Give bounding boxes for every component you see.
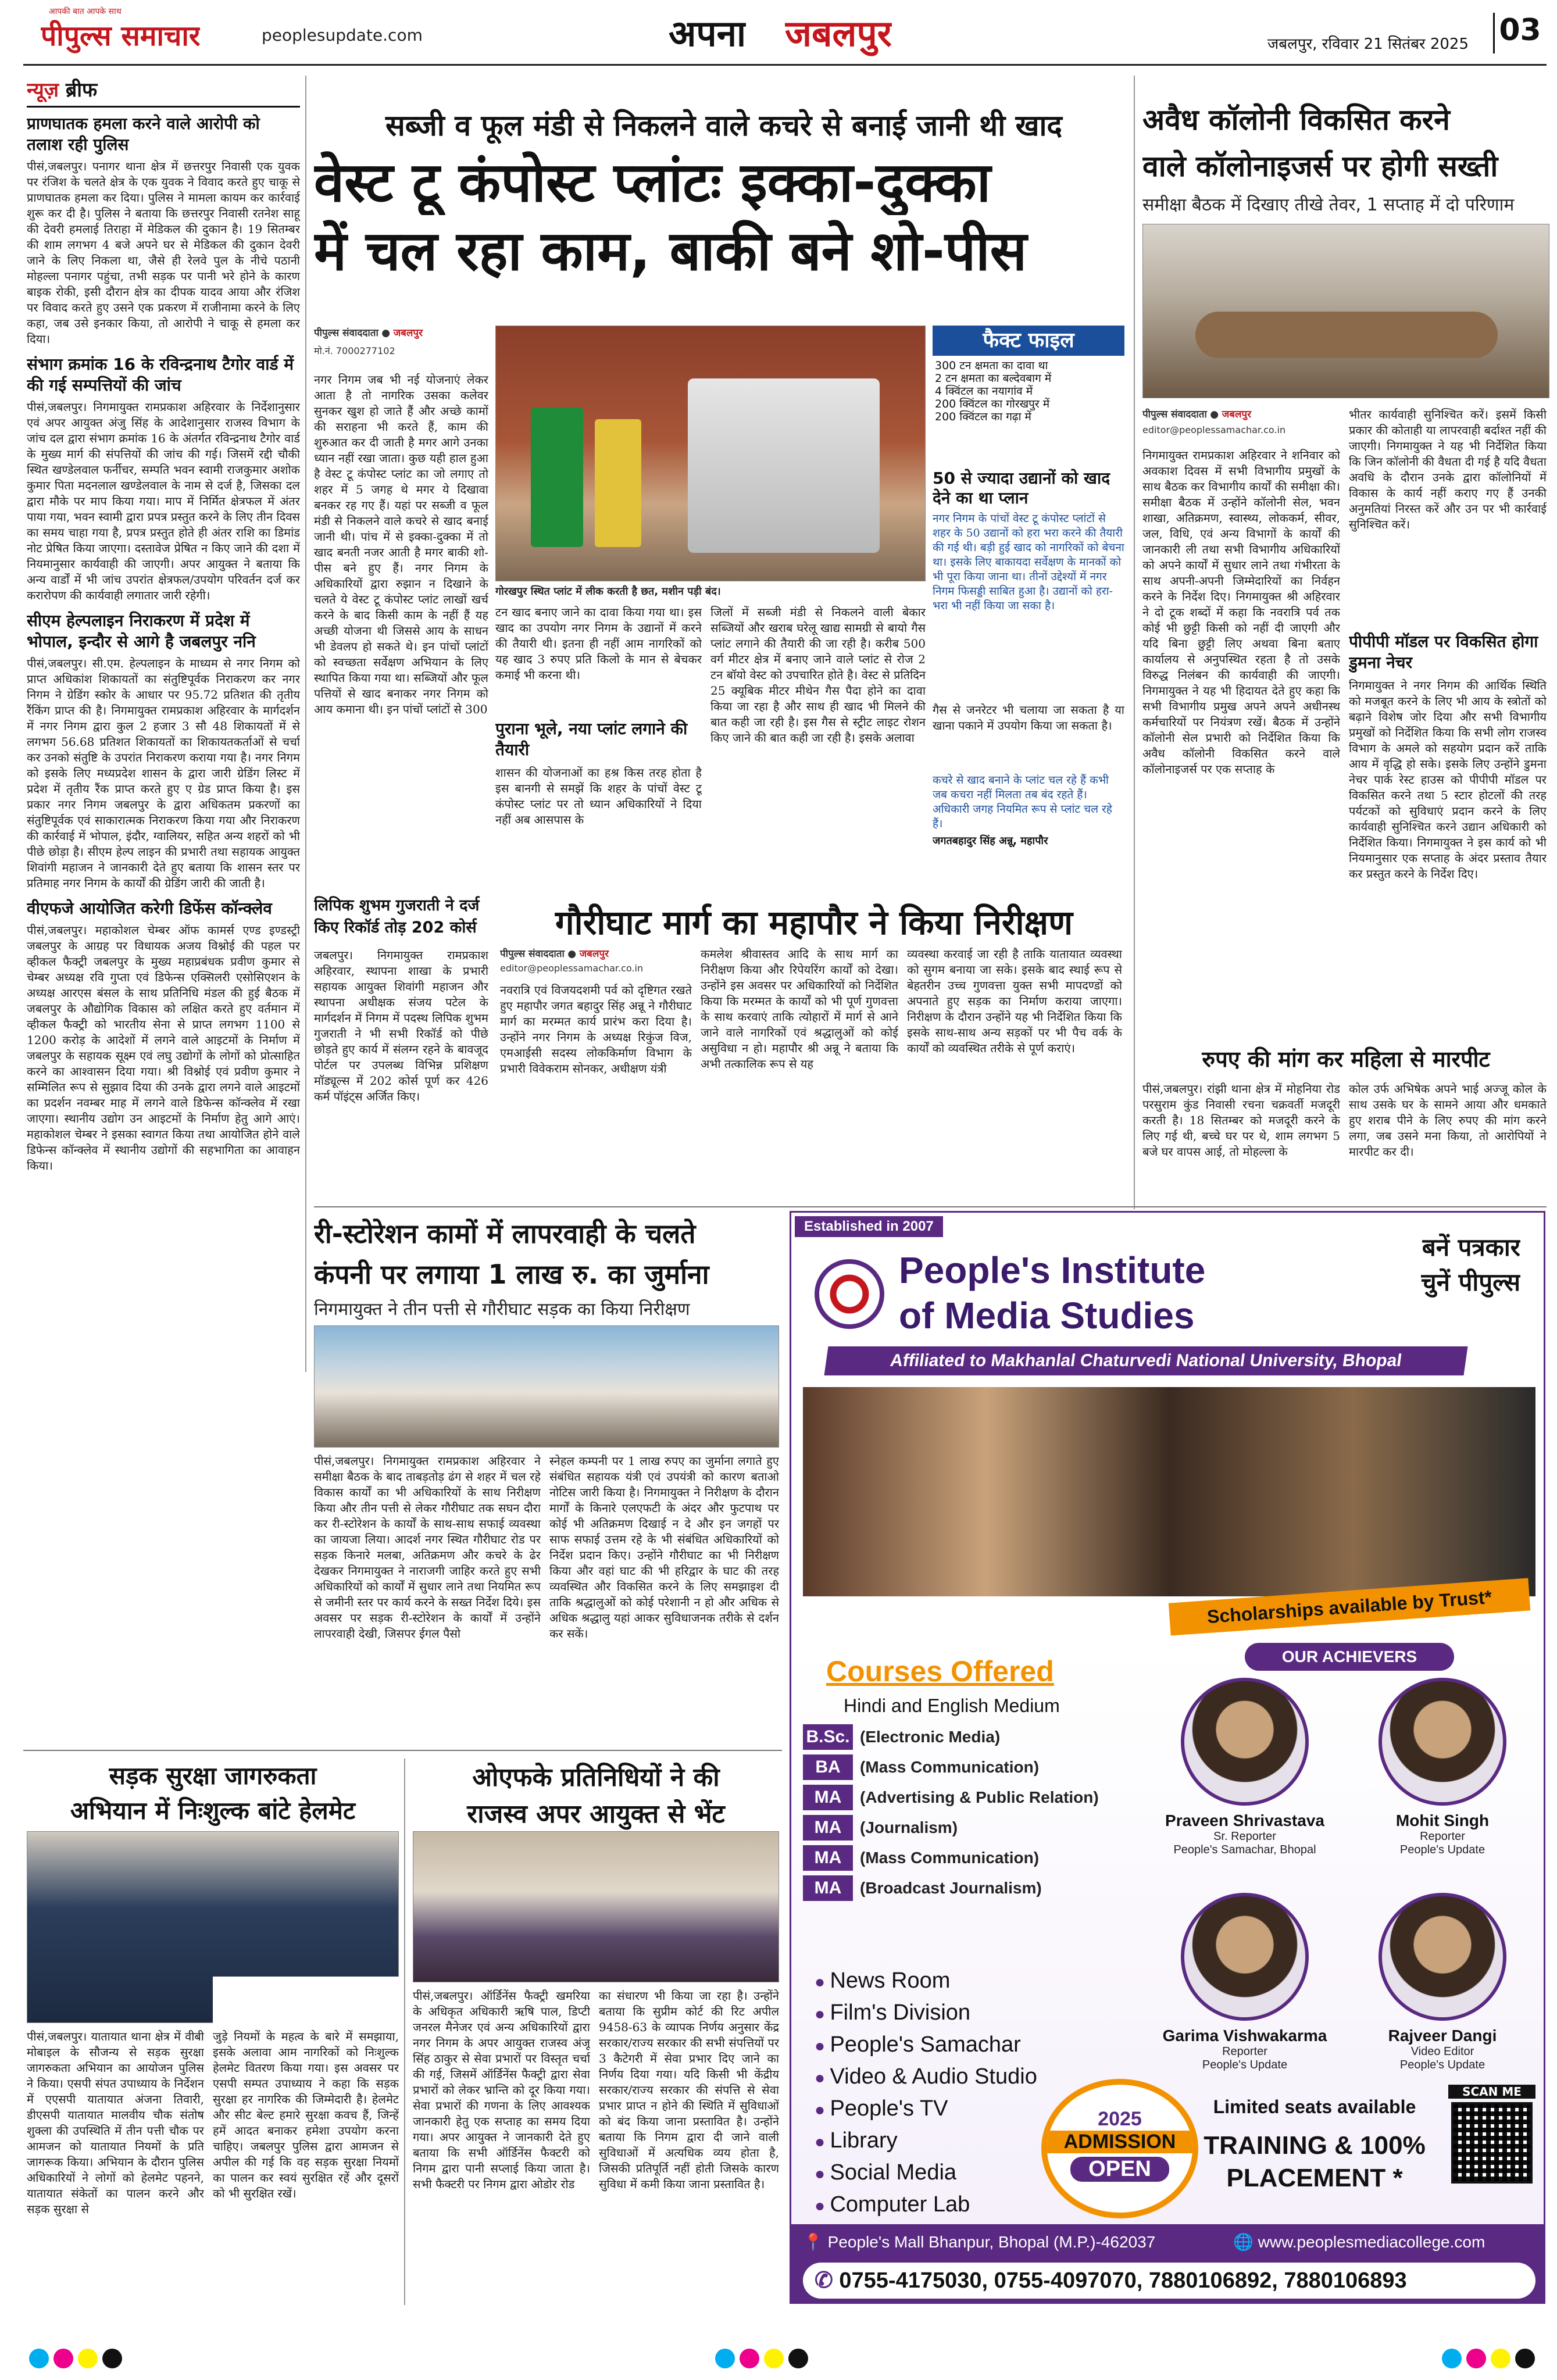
- lead-subhead: पुराना भूले, नया प्लांट लगाने की तैयारी: [495, 719, 688, 759]
- course-name: (Advertising & Public Relation): [860, 1788, 1099, 1806]
- compost-machine: [688, 378, 880, 553]
- website[interactable]: peoplesupdate.com: [262, 26, 423, 45]
- brief-item-text: पीसं,जबलपुर। निगमायुक्त रामप्रकाश अहिरवार के निर्देशानुसार एवं अपर आयुक्त अंजु सिंह के आदेशानुसार राजस्व विभाग के जांच दल द्वारा संभाग क्रमांक 16 के अंतर्गत रविन्द्रनाथ टैगोर वार्ड के मुख्य मार्ग की संपत्तियों की जांच की गई। जिसमें रद्दी चौकी स्थित खण्डेलवाल फर्नीचर, सम्पति भवन स्वामी राजकुमार अशोक कुमार पिता मदनलाल खण्डेलवाल के नाम से दर्ज है, जिसका दल द्वारा मौके पर माप किया गया। माप में निर्मित क्षेत्रफल में अंतर पाया गया, भवन स्वामी द्वारा प्रपत्र प्रस्तुत करने के लिए तीन दिवस का समय चाहा गया है, प्रपत्र प्रस्तुत होते ही अंतर राशि का डिमांड नोट प्रेषित किया जाएगा। दस्तावेज प्रेषित न किए जाने की दशा में नियमानुसार कार्यवाही की जाएगी। अपर आयुक्त ने बताया कि अन्य वार्डों में भी जांच उपरांत क्षेत्रफल/उपयोग परिवर्तन दर्ज कर करारोपण की कार्यवाही लगातार जारी रहेगी।: [27, 400, 300, 602]
- lead-col4: व्यवस्था करवाई जा रही है ताकि यातायात व्यवस्था को सुगम बनाया जा सके। इसके बाद स्थाई रूप से बेहतरीन उच्च गुणवत्ता युक्त सभी मापदण्डों को अपनाते हुए सड़क का निर्माण कराया जाएगा। निरीक्षण के दौरान उन्होंने यह भी निर्देशित किया कि इसके साथ-साथ अन्य सड़कों पर भी पैच वर्क के कार्यों को व्यवस्थित तरीके से पूर्ण कराएं।: [907, 947, 1122, 1055]
- literacy-headline-1: लिपिक शुभम गुजराती ने दर्ज: [314, 896, 480, 914]
- course-name: (Electronic Media): [860, 1728, 1001, 1746]
- mayor-col1: नवरात्रि एवं विजयदशमी पर्व को दृष्टिगत रखते हुए महापौर जगत बहादुर सिंह अन्नू ने गौरीघाट मार्ग का मरम्मत कार्य प्रारंभ करा दिया है। उन्होंने नगर निगम के अध्यक्ष रिकुंज विज, एमआईसी सदस्य लोककिर्माण विभाग के प्रभारी विवेकराम सोनकर, अधीक्षण यंत्री: [500, 983, 692, 1075]
- ofk-headline-1: ओएफके प्रतिनिधियों ने की: [472, 1763, 720, 1792]
- achiever-photo: [1181, 1893, 1309, 2021]
- ad-achievers-label: OUR ACHIEVERS: [1245, 1643, 1454, 1671]
- side-text-2: गैस से जनरेटर भी चलाया जा सकता है या खाना पकाने में उपयोग किया जा सकता है।: [933, 703, 1124, 732]
- brief-items: [27, 113, 300, 1174]
- colony-headline-1: अवैध कॉलोनी विकसित करने: [1142, 103, 1450, 137]
- media-institute-ad[interactable]: [790, 1211, 1545, 2304]
- lead-col1: नगर निगम जब भी नई योजनाएं लेकर आता है तो नागरिक उसका कलेवर सुनकर खुश हो जाते हैं और अच्छे कामों की सराहना भी करते हैं, काम की शुरुआत कर दी जाती है मगर आगे उनका ध्यान नहीं रखा जाता। कुछ यही हाल हुआ है वेस्ट टू कंपोस्ट प्लांट का जो लगाए तो शहर में 5 जगह थे मगर ये दिखावा बनकर रह गए हैं। यहां पर सब्जी व फूल मंडी से निकलने वाले कचरे से खाद बनाई जानी थी। पांच में से इक्का-दुक्का में तो खाद बनती नजर आती है मगर बाकी शो-पीस बने हुए हैं। नगर निगम के अधिकारियों द्वारा रुझान न दिखाने के चलते ये वेस्ट टू कंपोस्ट प्लांट लाखों खर्च करने के बाद किसी काम के नहीं हैं यह अच्छी योजना थी जिससे आय के साधन भी डेवलप हो सकते थे। इन पांचों प्लांटों को स्वच्छता सर्वेक्षण अभियान के लिए स्थापित किया गया था। सब्जियों और फूल पत्तियों से खाद बनाकर नगर निगम को आय कमाना थी। इन पांचों प्लांटों से 300: [314, 373, 488, 716]
- compost-plant-photo: [495, 326, 926, 581]
- achiever-card: [1349, 1678, 1535, 1857]
- lead-col2: टन खाद बनाए जाने का दावा किया गया था। इस खाद का उपयोग नगर निगम के उद्यानों में करने की तैयारी थी। इतना ही नहीं आम नागरिकों को यह खाद 3 रुपए प्रति किलो के मान से बेचकर कमाई भी करना थी।: [495, 605, 702, 682]
- colony-col1: निगमायुक्त रामप्रकाश अहिरवार ने शनिवार को अवकाश दिवस में सभी विभागीय प्रमुखों के साथ बैठक कर विभागीय कार्यों की समीक्षा की। समीक्षा बैठक में उन्होंने कॉलोनी सेल, भवन शाखा, अतिक्रमण, स्वास्थ्य, लोककर्म, सीवर, जल, विधि, एवं अन्य विभागों के कार्यों की जानकारी ली तथा सभी विभागीय अधिकारियों को अपने कार्यों में सुधार लाने तथा गंभीरता के साथ अपनी-अपनी जिम्मेदारियों का निर्वहन करने के निर्देश दिए। निगमायुक्त श्री अहिरवार ने दो टूक शब्दों में कहा कि नवरात्रि पर्व तक कोई भी छुट्टी किसी को नहीं दी जाएगी और यदि बिना छुट्टी लिए अथवा बिना बताए कार्यालय से अनुपस्थित रहता है तो उसके विरुद्ध निलंबन की कार्यवाही की जाएगी। निगमायुक्त ने यह भी हिदायत देते हुए कहा कि सभी विभागीय प्रमुख अपने अपने अधीनस्थ कर्मचारियों पर नियंत्रण रखें। बैठक में उन्होंने कॉलोनी सेल प्रभारी को निर्देशित किया कि अवैध कॉलोनी विकसित करने वाले कॉलोनाइजर्स पर एक सप्ताह के: [1142, 448, 1340, 776]
- course-name: (Journalism): [860, 1818, 958, 1836]
- page-number: 03: [1493, 13, 1545, 53]
- course-tag: MA: [803, 1815, 853, 1841]
- meeting-table: [1195, 312, 1498, 358]
- brief-item-title: संभाग क्रमांक 16 के रविन्द्रनाथ टैगोर वार्ड में की गई सम्पत्तियों की जांच: [27, 355, 294, 395]
- restoration-headline-1: री-स्टोरेशन कामों में लापरवाही के चलते: [314, 1218, 696, 1249]
- ad-admission-year: 2025: [1098, 2108, 1142, 2130]
- facility-item: ● Library: [815, 2128, 1163, 2153]
- quote-text: कचरे से खाद बनाने के प्लांट चल रहे हैं कभी जब कचरा नहीं मिलता तब बंद रहते हैं। अधिकारी जगह नियमित रूप से प्लांट चल रहे हैं।: [933, 774, 1112, 830]
- ad-logo: [815, 1259, 884, 1329]
- news-brief-column: [27, 76, 300, 1831]
- lead-headline-2: में चल रहा काम, बाकी बने शो-पीस: [314, 220, 1027, 283]
- course-tag: BA: [803, 1754, 853, 1780]
- lead-byline-city: जबलपुर: [393, 327, 423, 339]
- colony-kicker: समीक्षा बैठक में दिखाए तीखे तेवर, 1 सप्ताह में दो परिणाम: [1142, 195, 1515, 215]
- lead-col3: जिलों में सब्जी मंडी से निकलने वाली बेकार सब्जियों और खराब घरेलू खाद्य सामग्री से बायो गैस प्लांट लगाने की तैयारी की जा रही है। करीब 500 वर्ग मीटर क्षेत्र में बनाए जाने वाले प्लांट से रोज 2 टन बॉयो वेस्ट को उपचारित होते है। वेस्ट से प्रतिदिन 25 क्यूबिक मीटर मीथेन गैस पैदा होने का दावा किया जा रहा है और साथ ही खाद भी मिलने की बात कही जा रही है। इस गैस से स्ट्रीट लाइट रोशन किए जाने की बात कही जा रही है। इसके अलावा: [710, 605, 926, 745]
- brief-label-b: ब्रीफ: [65, 78, 98, 102]
- ofk-headline-2: राजस्व अपर आयुक्त से भेंट: [467, 1799, 725, 1829]
- fact-item: 200 क्विंटल का गोरखपुर में: [935, 398, 1050, 410]
- lead-col2b: शासन की योजनाओं का हश्र किस तरह होता है इस बानगी से समझें कि शहर के पांचों वेस्ट टू कंपोस्ट प्लांट पर तो ध्यान अधिकारियों ने दिया नहीं अब आसपास के: [495, 766, 702, 827]
- achiever-role: Video Editor: [1410, 2045, 1474, 2058]
- print-dots-center: [715, 2349, 813, 2371]
- achiever-org: People's Update: [1202, 2059, 1288, 2071]
- mayor-byline-name: पीपुल्स संवाददाता: [500, 948, 565, 960]
- colony-byline-name: पीपुल्स संवाददाता: [1142, 409, 1207, 420]
- inspection-photo: [314, 1325, 779, 1448]
- ad-limited: Limited seats available: [1213, 2096, 1416, 2117]
- ad-tagline-1: बनें पत्रकार: [1422, 1233, 1520, 1262]
- lead-byline-name: पीपुल्स संवाददाता: [314, 327, 378, 339]
- achiever-name: Praveen Shrivastava: [1165, 1811, 1324, 1829]
- ad-established: Established in 2007: [795, 1216, 943, 1237]
- logo-small: आपकी बात आपके साथ: [49, 7, 122, 16]
- ad-training-1: TRAINING & 100%: [1204, 2131, 1426, 2160]
- ofk-col1: पीसं,जबलपुर। ऑर्डिनेंस फैक्ट्री खमरिया के अधिकृत अधिकारी ऋषि पाल, डिप्टी जनरल मैनेजर एवं अन्य अधिकारियों द्वारा नगर निगम के अपर आयुक्त राजस्व अंजू सिंह ठाकुर से सेवा प्रभारों पर विस्तृत चर्चा की गई, जिसमें ऑर्डिनेंस फैक्ट्री द्वारा सेवा प्रभारों को लेकर भ्रान्ति को दूर किया गया। सेवा प्रभारों की गणना के लिए आवश्यक जानकारी हेतु एक सप्ताह का समय दिया गया। अपर आयुक्त ने जानकारी देते हुए बताया कि सभी ऑर्डिनेंस फैक्टरी को निगम द्वारा पानी सप्लाई किया जाता है। सभी फैक्टरी पर निगम द्वारा ओडोर रोड: [413, 1989, 590, 2191]
- mayor-quote: [933, 773, 1124, 889]
- divider-right: [1134, 76, 1135, 1209]
- mayor-byline-city: जबलपुर: [579, 948, 609, 960]
- brief-item-text: पीसं,जबलपुर। महाकोशल चेम्बर ऑफ कामर्स एण्ड इण्डस्ट्री जबलपुर के आग्रह पर विधायक अजय विश्नोई की पहल पर व्हीकल फैक्ट्री जबलपुर के मुख्य महाप्रबंधक प्रवीण कुमार से चेम्बर अध्यक्ष रवि गुप्ता एवं डिफेन्स एक्सिलरी एसोसिएशन के अध्यक्ष आरएस बंसल के साथ प्रतिनिधि मंडल की हुई बैठक में जबलपुर के औद्योगिक विकास को लक्षित करते हुए वर्तमान में व्हीकल फैक्ट्री को भारतीय सेना से प्राप्त लगभग 1100 से 1200 करोड़ के आदेशों में लगने वाले आइटमों के निर्माण में जबलपुर के सहायक सूक्ष्म एवं लघु उद्योगों के लोगों को प्रोत्साहित करने का आश्वासन दिया गया। श्री विश्नोई एवं प्रवीण कुमार ने सम्मिलित रूप से सुझाव दिया की उनके द्वारा लगने वाले आइटमों का प्रदर्शन नवम्बर माह में लगने वाले डिफेन्स कॉन्क्लेव में रखा जाएगा। स्थानीय उद्योग उन आइटमों के निर्माण हेतु आगे आएं। महाकोशल चेम्बर ने इसका स्वागत किया तथा आयोजित होने वाले डिफेन्स कॉन्क्लेव में स्थानीय उद्योगों की सहभागिता का आवाहन किया।: [27, 923, 300, 1173]
- facility-item: ● Film's Division: [815, 2000, 1163, 2025]
- ad-admission-badge[interactable]: [1041, 2079, 1198, 2218]
- facility-item: ● News Room: [815, 1968, 1163, 1993]
- literacy-text: जबलपुर। निगमायुक्त रामप्रकाश अहिरवार, स्थापना शाखा के प्रभारी सहायक आयुक्त शिवांगी महाजन और स्थापना अधीक्षक संजय पटेल के मार्गदर्शन में निगम में पदस्थ लिपिक शुभम गुजराती ने भी सभी रिकॉर्ड को पीछे छोड़ते हुए कार्य में संलग्न रहने के बावजूद पोर्टल पर उपलब्ध विभिन्न प्रशिक्षण मॉड्यूल्स में 202 कोर्स पूर्ण कर 426 कर्म पॉइंट्स अर्जित किए।: [314, 948, 488, 1103]
- ofk-photo: [413, 1831, 779, 1982]
- literacy-headline-2: किए रिकॉर्ड तोड़ 202 कोर्स: [314, 919, 477, 937]
- ad-scholarship: Scholarships available by Trust*: [1169, 1578, 1530, 1635]
- course-row: [803, 1754, 1140, 1780]
- brief-label-a: न्यूज़: [27, 78, 59, 102]
- ad-achievers: [1152, 1678, 1545, 2085]
- ad-name-1: People's Institute: [899, 1249, 1206, 1291]
- divider-brief: [305, 76, 306, 1372]
- mid-rule: [314, 1206, 1547, 1207]
- facility-item: ● People's TV: [815, 2096, 1163, 2121]
- ad-scan-label: SCAN ME: [1448, 2085, 1535, 2099]
- section-title: जबलपुर: [785, 12, 892, 55]
- brief-item-title: सीएम हेल्पलाइन निराकरण में प्रदेश में भोपाल, इन्दौर से आगे है जबलपुर ननि: [27, 611, 256, 651]
- achiever-role: Reporter: [1420, 1830, 1465, 1843]
- mayor-headline: गौरीघाट मार्ग का महापौर ने किया निरीक्षण: [555, 903, 1073, 942]
- lead-kicker: सब्जी व फूल मंडी से निकलने वाले कचरे से बनाई जानी थी खाद: [385, 109, 1062, 142]
- colony-col2: भीतर कार्यवाही सुनिश्चित करें। इसमें किसी प्रकार की कोताही या लापरवाही बर्दाश्त नहीं की जाएगी। निगमायुक्त ने यह भी निर्देशित किया कि जिन कॉलोनी की वैधता दी गई है यदि वैधता अवधि के दौरान उनके द्वारा कॉलोनियों में विकास के कार्य नहीं कराए गए हैं उनकी अनुमतियां निरस्त करें और उन पर भी कार्रवाई सुनिश्चित करें।: [1349, 408, 1547, 531]
- mayor-email[interactable]: editor@peoplessamachar.co.in: [500, 963, 644, 974]
- helmet-headline-2: अभियान में निःशुल्क बांटे हेलमेट: [70, 1796, 356, 1825]
- qr-code-icon: [1451, 2102, 1533, 2184]
- achiever-photo: [1379, 1893, 1506, 2021]
- achiever-photo: [1181, 1678, 1309, 1806]
- achiever-org: People's Update: [1399, 1843, 1485, 1856]
- masthead-rule: [23, 64, 1547, 66]
- achiever-org: People's Samachar, Bhopal: [1173, 1843, 1316, 1856]
- print-dots-left: [29, 2349, 127, 2371]
- facility-item: ● Social Media: [815, 2160, 1163, 2185]
- achiever-org: People's Update: [1399, 2059, 1485, 2071]
- divider-bottom: [404, 1759, 405, 2305]
- yellow-bin: [595, 419, 641, 547]
- brief-item-title: वीएफजे आयोजित करेगी डिफेंस कॉन्क्लेव: [27, 899, 272, 918]
- fact-item: 2 टन क्षमता का बल्देवबाग में: [935, 372, 1052, 385]
- globe-icon: 🌐: [1233, 2233, 1258, 2251]
- ad-footer: [791, 2224, 1545, 2304]
- restoration-kicker: निगमायुक्त ने तीन पत्ती से गौरीघाट सड़क का किया निरीक्षण: [314, 1299, 690, 1320]
- facility-item: ● Computer Lab: [815, 2192, 1163, 2217]
- section-prefix: अपना: [669, 12, 747, 55]
- ad-name-2: of Media Studies: [899, 1295, 1195, 1336]
- green-bin: [531, 408, 583, 547]
- course-name: (Broadcast Journalism): [860, 1879, 1042, 1897]
- location-icon: 📍: [803, 2233, 828, 2251]
- course-name: (Mass Communication): [860, 1758, 1040, 1776]
- date: जबलपुर, रविवार 21 सितंबर 2025: [1267, 35, 1469, 53]
- course-row: [803, 1845, 1140, 1871]
- fact-file-list: [933, 356, 1124, 424]
- fact-item: 300 टन क्षमता का दावा था: [935, 359, 1048, 372]
- brief-rule: [27, 106, 300, 108]
- ad-courses-list: [803, 1724, 1140, 1906]
- ad-web[interactable]: www.peoplesmediacollege.com: [1258, 2233, 1485, 2251]
- slap-col2: कोल उर्फ अभिषेक अपने भाई अज्जू कोल के साथ उसके घर के सामने आया और धमकाते हुए शराब पीने के लिए रुपए की मांग करने लगा, जब उसने मना किया, तो आरोपियों ने मारपीट कर दी।: [1349, 1082, 1547, 1159]
- ad-admission-label: ADMISSION: [1041, 2131, 1198, 2153]
- achiever-card: [1152, 1678, 1338, 1857]
- achiever-photo: [1379, 1678, 1506, 1806]
- side-text: नगर निगम के पांचों वेस्ट टू कंपोस्ट प्लांटों से शहर के 50 उद्यानों को हरा भरा करने की तैयारी की गई थी। बड़ी हुई खाद को नागरिकों को बेचना था। इसके लिए बाकायदा सर्वेक्षण के मानकों को भी पूरा किया जाना था। तीनों उद्देश्यों में नगर निगम फिसड्डी साबित हुआ है। उद्यानों को हरा-भरा भी नहीं किया जा सका है।: [933, 512, 1124, 612]
- achiever-role: Reporter: [1222, 2045, 1267, 2058]
- colony-email[interactable]: editor@peoplessamachar.co.in: [1142, 424, 1286, 435]
- mayor-col2: कमलेश श्रीवास्तव आदि के साथ मार्ग का निरीक्षण किया और रिपेयरिंग कार्यों को देखा। उन्होंने इस अवसर पर अधिकारियों को निर्देशित किया कि मरम्मत के कार्यों को भी पूर्ण गुणवत्ता के साथ करवाएं ताकि त्योहारों में मार्ग से आने जाने वाले नागरिकों एवं श्रद्धालुओं को कोई असुविधा न हो। महापौर श्री अन्नू ने बताया कि अभी तत्कालिक रूप से यह: [701, 947, 898, 1071]
- facility-item: ● Video & Audio Studio: [815, 2064, 1163, 2089]
- course-row: [803, 1875, 1140, 1901]
- phone-icon: ✆: [815, 2268, 840, 2293]
- print-dots-right: [1442, 2349, 1540, 2371]
- brief-item-text: पीसं,जबलपुर। पनागर थाना क्षेत्र में छत्तरपुर निवासी एक युवक पर रंजिश के चलते क्षेत्र के एक युवक ने विवाद करते हुए चाकू से प्राणघातक हमला कर दिया। पुलिस ने मामला कायम कर कार्रवाई शुरू कर दी है। पुलिस ने बताया कि छत्तरपुर निवासी रतनेश साहू की देवरी हमलाई तिराहा में मेडिकल की दुकान है। 19 सितम्बर की शाम लगभग 4 बजे अपने घर से मेडिकल की दुकान देवरी जाने के लिए निकला था, जैसे ही रेलवे पुल के नीचे पठानी मोहल्ला पनागर पहुंचा, तभी सड़क पर पानी भरे होने के कारण बाइक रोकी, इसी दौरान क्षेत्र का दीपक यादव आया और रंजिश पर विवाद करते हुए उसने एक प्रकरण में राजीनामा करने के लिए कहा, जब उसे इनकार किया, तो आरोपी ने चाकू से हमला कर दिया।: [27, 159, 300, 346]
- fact-file-title: फैक्ट फाइल: [933, 326, 1124, 356]
- achiever-name: Rajveer Dangi: [1388, 2027, 1497, 2045]
- colony-col2b: निगमायुक्त ने नगर निगम की आर्थिक स्थिति को मजबूत करने के लिए भी आय के स्त्रोतों को बढ़ाने विशेष जोर दिया और सभी विभागीय प्रमुखों को निर्देशित किया कि सभी लोग राजस्व विभाग के अमले को सहयोग प्रदान करें ताकि आय में वृद्धि हो सके। इसके लिए उन्होंने डुमना नेचर पार्क रेस्ट हाउस को पीपीपी मॉडल पर विकसित करने तथा 5 स्टार होटलों की तरह पर्यटकों को सुविधाएं प्रदान करने के लिए कार्यवाही सुनिश्चित करने उद्यान अधिकारी को निर्देशित किया। निगमायुक्त ने इस कार्य को भी नियमानुसार एक सप्ताह के अंदर प्रस्ताव तैयार कर प्रस्तुत करने के निर्देश दिए।: [1349, 678, 1547, 881]
- colony-byline: पीपुल्स संवाददाता ● जबलपुर: [1142, 409, 1252, 420]
- ad-classroom-photos: [803, 1387, 1535, 1596]
- ad-tagline-2: चुनें पीपुल्स: [1420, 1268, 1520, 1296]
- side-headline: 50 से ज्यादा उद्यानों को खाद देने का था प्लान: [933, 469, 1110, 508]
- facility-item: ● People's Samachar: [815, 2032, 1163, 2057]
- course-tag: MA: [803, 1845, 853, 1871]
- lower-rule: [23, 1750, 782, 1751]
- ad-medium: Hindi and English Medium: [844, 1695, 1060, 1716]
- ad-address: People's Mall Bhanpur, Bhopal (M.P.)-462037: [827, 2233, 1156, 2251]
- fact-item: 200 क्विंटल का गढ़ा में: [935, 410, 1031, 423]
- brief-item-title: प्राणघातक हमला करने वाले आरोपी को तलाश रही पुलिस: [27, 114, 260, 154]
- course-row: [803, 1785, 1140, 1810]
- masthead: [0, 0, 1557, 64]
- ad-affiliation: Affiliated to Makhanlal Chaturvedi National University, Bhopal: [824, 1346, 1467, 1375]
- ad-admission-open: OPEN: [1070, 2157, 1169, 2182]
- restoration-headline-2: कंपनी पर लगाया 1 लाख रु. का जुर्माना: [314, 1259, 709, 1290]
- lead-headline-1: वेस्ट टू कंपोस्ट प्लांटः इक्का-दुक्का: [314, 151, 991, 215]
- fact-file-box: [933, 326, 1124, 424]
- ad-courses-title: Courses Offered: [826, 1655, 1054, 1688]
- ad-qr[interactable]: [1448, 2085, 1535, 2195]
- slap-col1: पीसं,जबलपुर। रांझी थाना क्षेत्र में मोहनिया रोड परसुराम कुंड निवासी रचना चक्रवर्ती मजदूरी करती है। 18 सितम्बर को मजदूरी करने के लिए गई थी, बच्चे घर पर थे, शाम लगभग 5 बजे घर वापस आई, तो मोहल्ला के: [1142, 1082, 1340, 1159]
- lead-byline: पीपुल्स संवाददाता ● जबलपुर: [314, 327, 423, 339]
- colony-headline-2: वाले कॉलोनाइजर्स पर होगी सख्ती: [1142, 149, 1498, 183]
- course-tag: MA: [803, 1785, 853, 1810]
- helmet-col1: पीसं,जबलपुर। यातायात थाना क्षेत्र में वीबी मोबाइल के सौजन्य से सड़क सुरक्षा जागरुकता अभियान का आयोजन पुलिस ने किया। एसपी संपत उपाध्याय के निर्देशन में एएसपी यातायात अंजना तिवारी, डीएसपी यातायात मालवीय चौक संतोष शुक्ला की उपस्थिति में तीन पत्ती चौक पर आमजन को यातायात नियमों के प्रति जागरूक किया। अभियान के दौरान पुलिस अधिकारियों ने लोगों को हेलमेट पहनने, यातायात संकेतों का पालन करने और सड़क सुरक्षा से: [27, 2029, 204, 2216]
- colony-byline-city: जबलपुर: [1222, 409, 1252, 420]
- slap-headline: रुपए की मांग कर महिला से मारपीट: [1202, 1046, 1490, 1072]
- course-row: [803, 1815, 1140, 1841]
- fact-item: 4 क्विंटल का नयागांव में: [935, 385, 1033, 398]
- restoration-col2: स्नेहल कम्पनी पर 1 लाख रुपए का जुर्माना लगाते हुए संबंधित सहायक यंत्री एवं उपयंत्री को कारण बताओ नोटिस जारी किया है। निगमायुक्त ने निरीक्षण के दौरान मार्गों के किनारे एलएफटी के अंदर और फुटपाथ पर कोई भी अतिक्रमण दिखाई न दे और इन जगहों पर साफ सफाई उत्तम रहे के भी संबंधित अधिकारियों को निर्देश प्रदान किए। उन्होंने गौरीघाट का भी निरीक्षण किया और वहां घाट की भी हरिद्वार के घाट की तरह व्यवस्थित और विकसित करने के लिए समझाइश दी ताकि श्रद्धालुओं को कोई परेशानी न हो और अधिक से अधिक श्रद्धालु यहां आकर सुविधाजनक तरीके से दर्शन कर सकें।: [549, 1454, 779, 1641]
- mayor-byline: पीपुल्स संवाददाता ● जबलपुर: [500, 948, 609, 960]
- meeting-photo: [1142, 224, 1549, 398]
- achiever-name: Mohit Singh: [1395, 1811, 1490, 1829]
- lead-photo-caption: गोरखपुर स्थित प्लांट में लीक करती है छत, मशीन पड़ी बंद।: [495, 585, 721, 598]
- helmet-col2: जुड़े नियमों के महत्व के बारे में समझाया, इसके अलावा आम नागरिकों को निःशुल्क हेलमेट वितरण किया गया। इस अवसर पर एसपी सम्पत उपाध्याय ने कहा कि सड़क सुरक्षा हर नागरिक की जिम्मेदारी है। हेलमेट और सीट बेल्ट हमारे सुरक्षा कवच हैं, जिन्हें हमें आदत बनाकर हमेशा उपयोग करना चाहिए। जबलपुर पुलिस द्वारा आमजन से अपील की गई कि वह सड़क सुरक्षा नियमों का पालन कर स्वयं सुरक्षित रहें और दूसरों को भी सुरक्षित रखें।: [213, 1977, 399, 2302]
- course-tag: MA: [803, 1875, 853, 1901]
- achiever-card: [1152, 1893, 1338, 2072]
- ofk-col2: का संधारण भी किया जा रहा है। उन्होंने बताया कि सुप्रीम कोर्ट की रिट अपील 9458-63 के व्यापक निर्णय अनुसार केंद्र सरकार/राज्य सरकार की सभी संपत्तियों पर 3 कैटेगरी में सेवा प्रभार दिए जाने का निर्णय दिया गया। यदि किसी भी केंद्रीय सरकार/राज्य सरकार की संपत्ति से सेवा प्रभार प्राप्त न होने की स्थिति में सुविधाओं को बंद किया जाना प्रस्तावित है। उन्होंने बताया कि निगम द्वारा दी जाने वाली सुविधाओं में अत्यधिक व्यय होता है, जिसकी प्रतिपूर्ति नहीं होती जिसके कारण सुविधा में कमी किया जाना प्रस्तावित है।: [599, 1989, 779, 2191]
- course-tag: B.Sc.: [803, 1724, 853, 1750]
- course-row: [803, 1724, 1140, 1750]
- ad-phones[interactable]: 0755-4175030, 0755-4097070, 7880106892, 7880106893: [839, 2268, 1407, 2293]
- colony-subhead: पीपीपी मॉडल पर विकसित होगा डुमना नेचर: [1349, 632, 1538, 672]
- achiever-card: [1349, 1893, 1535, 2072]
- logo: पीपुल्स समाचार: [41, 20, 201, 52]
- lead-mobile: मो.नं. 7000277102: [314, 345, 395, 356]
- brief-item-text: पीसं,जबलपुर। सी.एम. हेल्पलाइन के माध्यम से नगर निगम को प्राप्त अधिकांश शिकायतों का संतुष्टिपूर्वक निराकरण कर नगर निगम ने ग्रेडिंग स्कोर के आधार पर 95.72 प्रतिशत की तृतीय रैंकिंग प्राप्त की है। निगमायुक्त रामप्रकाश अहिरवार के मार्गदर्शन में नगर निगम द्वारा कुल 2 हजार 3 सौ 48 शिकायतों में से लगभग 56.68 प्रतिशत शिकायतों का शिकायतकर्ताओं से चर्चा कर उनको संतुष्टि के उपरांत निराकरण कराया गया है। नगर निगम को इसके लिए मध्यप्रदेश शासन के द्वारा जारी ग्रेडिंग लिस्ट में प्रदेश में तृतीय रैंक प्राप्त करते हुए ए ग्रेड प्राप्त किया है। इस प्रकार नगर निगम जबलपुर के द्वारा अधिकतम प्रकरणों का संतुष्टिपूर्वक एवं साकारात्मक निराकरण किया गया और निराकरण की कार्रवाई में भोपाल, इंदौर, ग्वालियर, सहित अन्य शहरों को भी पीछे छोड़ा है। सीएम हेल्प लाइन की प्रभारी तथा सहायक आयुक्त शिवांगी महाजन ने जानकारी देते हुए बताया कि शासन स्तर पर प्रतिमाह नगर निगम के कार्यों की ग्रेडिंग जारी की जाती है।: [27, 656, 300, 890]
- quote-by: जगतबहादुर सिंह अन्नू, महापौर: [933, 835, 1048, 847]
- achiever-name: Garima Vishwakarma: [1162, 2027, 1327, 2045]
- ad-training-2: PLACEMENT *: [1226, 2164, 1403, 2192]
- achiever-role: Sr. Reporter: [1213, 1830, 1276, 1843]
- course-name: (Mass Communication): [860, 1849, 1040, 1867]
- helmet-headline-1: सड़क सुरक्षा जागरुकता: [109, 1761, 317, 1790]
- restoration-col1: पीसं,जबलपुर। निगमायुक्त रामप्रकाश अहिरवार ने समीक्षा बैठक के बाद ताबड़तोड़ ढंग से शहर में चल रहे विकास कार्यों का भी अधिकारियों के साथ निरीक्षण किया और तीन पत्ती से लेकर गौरीघाट तक सघन दौरा कर री-स्टोरेशन के कार्यों के साथ-साथ सफाई व्यवस्था का जायजा लिया। आदर्श नगर स्थित गौरीघाट रोड पर सड़क किनारे मलबा, अतिक्रमण और कचरे के ढेर देखकर निगमायुक्त ने नाराजगी जाहिर करते हुए सभी अधिकारियों को कार्यों में सुधार लाने तथा नियमित रूप से जमीनी स्तर पर कार्य करने के सख्त निर्देश दिये। इस अवसर पर सड़क री-स्टोरेशन के कार्यों में उन्होंने लापरवाही देखी, जिसपर ईगल पैसो: [314, 1454, 541, 1641]
